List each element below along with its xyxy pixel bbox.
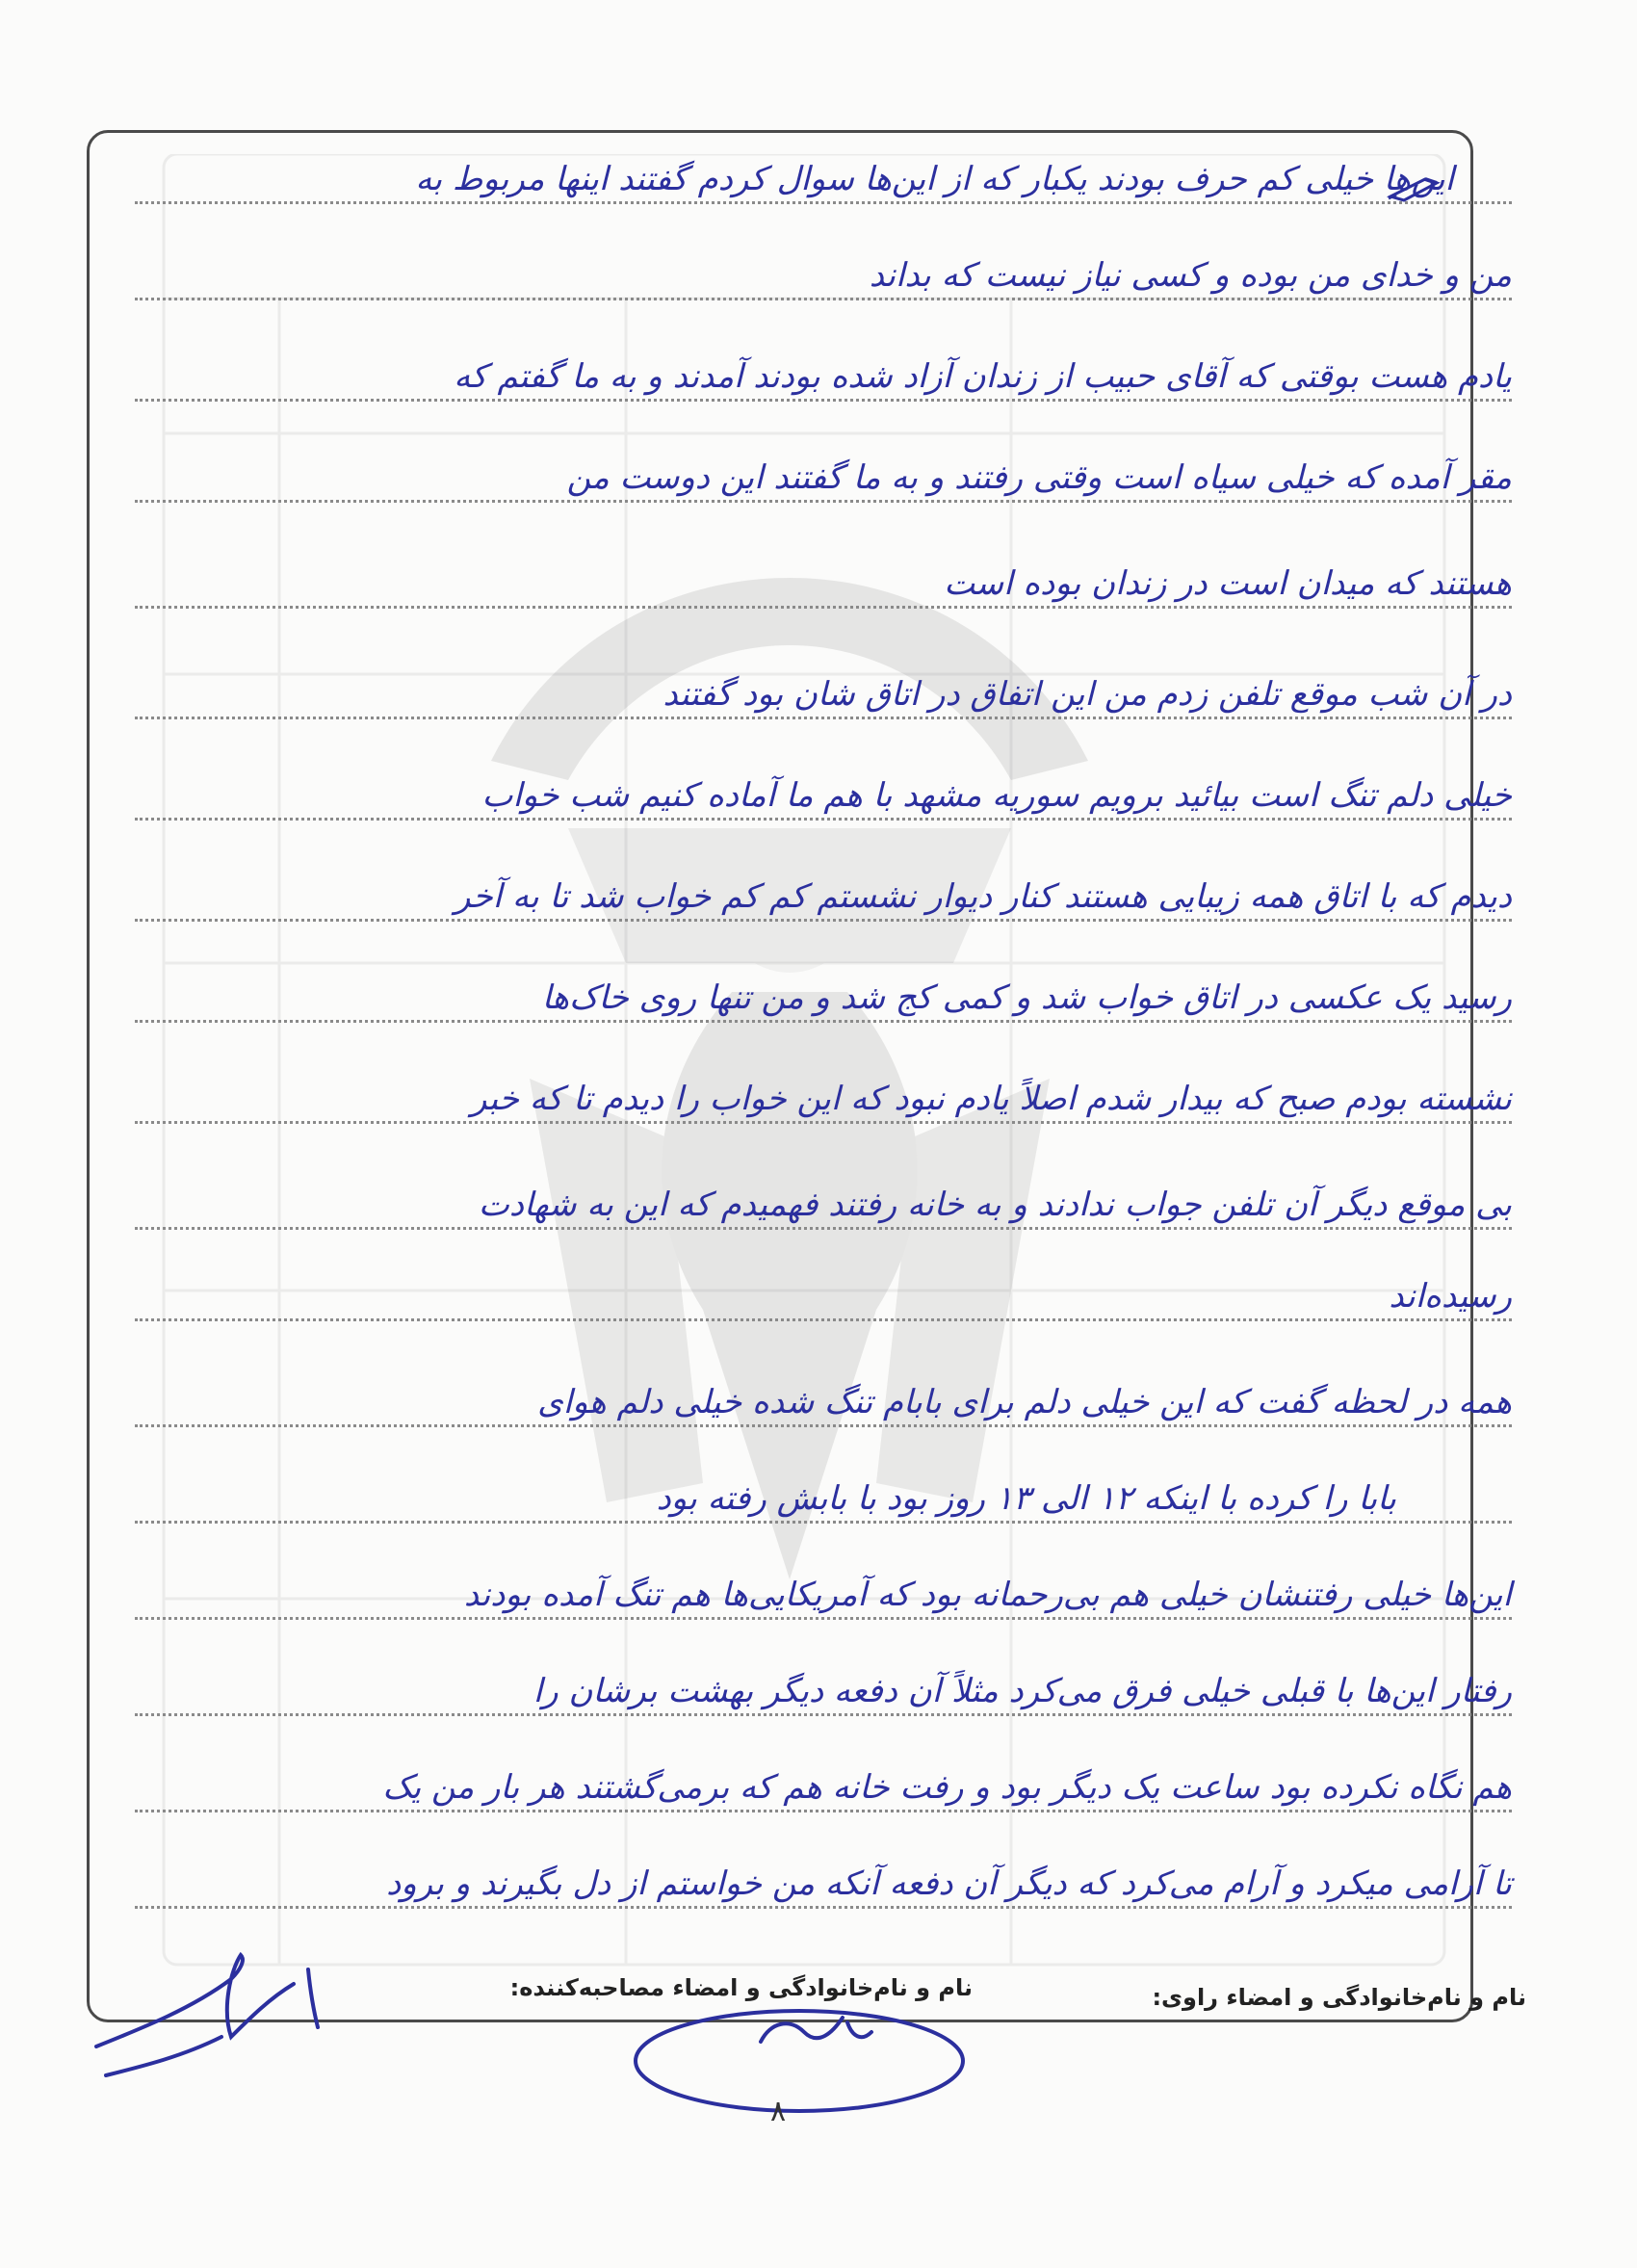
- dotted-rule: [135, 1617, 1512, 1620]
- interviewer-label: نام و نام‌خانوادگی و امضاء مصاحبه‌کننده:: [509, 1974, 973, 2001]
- handwritten-line: [116, 1849, 1512, 1916]
- dotted-rule: [135, 1121, 1512, 1124]
- handwritten-text: خیلی دلم تنگ است بیائید برویم سوریه مشهد با هم ما آماده کنیم شب خواب: [481, 776, 1512, 815]
- handwritten-text: بابا را کرده با اینکه ۱۲ الی ۱۳ روز بود با بابش رفته بود: [656, 1479, 1396, 1518]
- handwritten-line: [116, 342, 1512, 409]
- handwritten-text: هستند که میدان است در زندان بوده است: [944, 564, 1512, 603]
- handwritten-line: [116, 963, 1512, 1030]
- dotted-rule: [135, 1713, 1512, 1716]
- handwritten-line: [116, 1656, 1512, 1724]
- handwritten-line: [116, 1262, 1512, 1329]
- page-number: ۸: [770, 2095, 787, 2128]
- handwritten-text: همه در لحظه گفت که این خیلی دلم برای بابام تنگ شده خیلی دلم هوای: [537, 1383, 1512, 1421]
- dotted-rule: [135, 1906, 1512, 1909]
- handwritten-text: یادم هست بوقتی که آقای حبیب از زندان آزاد شده بودند آمدند و به ما گفتم که: [454, 357, 1512, 396]
- dotted-rule: [135, 1227, 1512, 1230]
- dotted-rule: [135, 818, 1512, 821]
- handwritten-line: [116, 660, 1512, 727]
- interviewer-signature: [626, 1965, 973, 2119]
- dotted-rule: [135, 1424, 1512, 1427]
- dotted-rule: [135, 606, 1512, 609]
- handwritten-line: [116, 549, 1512, 616]
- handwritten-text: این‌ها خیلی رفتنشان خیلی هم بی‌رحمانه بود که آمریکایی‌ها هم تنگ آمده بودند: [463, 1576, 1512, 1614]
- handwritten-line: [116, 144, 1512, 212]
- handwritten-text: بی موقع دیگر آن تلفن جواب ندادند و به خانه رفتند فهمیدم که این به شهادت: [478, 1186, 1512, 1224]
- handwritten-line: [116, 1368, 1512, 1435]
- dotted-rule: [135, 201, 1512, 204]
- handwritten-text: رسیده‌اند: [1389, 1277, 1512, 1316]
- handwritten-line: [116, 1753, 1512, 1820]
- dotted-rule: [135, 399, 1512, 402]
- handwritten-text: در آن شب موقع تلفن زدم من این اتفاق در اتاق شان بود گفتند: [663, 675, 1512, 714]
- handwritten-line: [116, 862, 1512, 929]
- dotted-rule: [135, 1318, 1512, 1321]
- handwritten-text: مقر آمده که خیلی سیاه است وقتی رفتند و به ما گفتند این دوست من: [566, 458, 1512, 497]
- handwritten-text: این‌ها خیلی کم حرف بودند یکبار که از این‌ها سوال کردم گفتند اینها مربوط به: [415, 160, 1454, 198]
- dotted-rule: [135, 298, 1512, 300]
- handwritten-line: [116, 1170, 1512, 1238]
- handwritten-text: رفتار این‌ها با قبلی خیلی فرق می‌کرد مثلاً آن دفعه دیگر بهشت برشان را: [533, 1672, 1512, 1710]
- handwritten-line: [116, 761, 1512, 828]
- narrator-label: نام و نام‌خانوادگی و امضاء راوی:: [1152, 1984, 1526, 2011]
- narrator-signature: [87, 1941, 337, 2085]
- handwritten-text: من و خدای من بوده و کسی نیاز نیست که بداند: [869, 256, 1512, 295]
- handwritten-line: [116, 1464, 1512, 1531]
- dotted-rule: [135, 717, 1512, 719]
- dotted-rule: [135, 500, 1512, 503]
- dotted-rule: [135, 1810, 1512, 1812]
- handwritten-text: رسید یک عکسی در اتاق خواب شد و کمی کج شد و من تنها روی خاک‌ها: [541, 978, 1512, 1017]
- handwritten-line: [116, 1560, 1512, 1628]
- dotted-rule: [135, 919, 1512, 922]
- handwritten-line: [116, 443, 1512, 510]
- dotted-rule: [135, 1521, 1512, 1524]
- handwritten-text: دیدم که با اتاق همه زیبایی هستند کنار دیوار نشستم کم کم خواب شد تا به آخر: [454, 877, 1512, 916]
- handwritten-line: [116, 241, 1512, 308]
- dotted-rule: [135, 1020, 1512, 1023]
- handwritten-line: [116, 1064, 1512, 1132]
- handwritten-text: نشسته بودم صبح که بیدار شدم اصلاً یادم نبود که این خواب را دیدم تا که خبر: [471, 1080, 1512, 1118]
- handwritten-text: هم نگاه نکرده بود ساعت یک دیگر بود و رفت خانه هم که برمی‌گشتند هر بار من یک: [382, 1768, 1512, 1807]
- handwritten-text: تا آرامی میکرد و آرام می‌کرد که دیگر آن دفعه آنکه من خواستم از دل بگیرند و برود: [386, 1864, 1512, 1903]
